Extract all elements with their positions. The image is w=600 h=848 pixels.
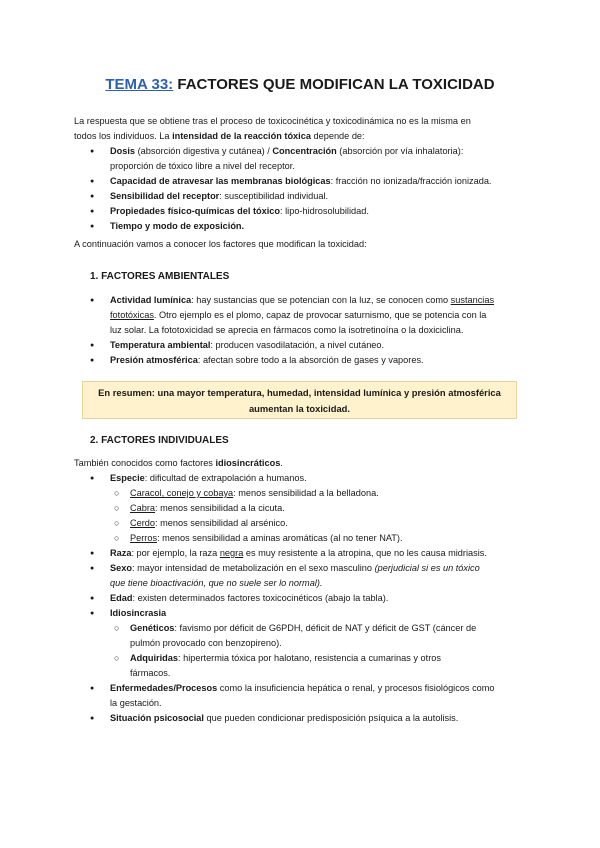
intro-line: todos los individuos. La intensidad de la reacción tóxica depende de: xyxy=(74,131,365,141)
sub-list-item: ○ Genéticos: favismo por déficit de G6PDH, déficit de NAT y déficit de GST (cáncer de pulmón provocado con benzopireno). xyxy=(74,621,534,651)
section-heading-ambientales: 1. FACTORES AMBIENTALES xyxy=(90,271,230,282)
section-heading-individuales: 2. FACTORES INDIVIDUALES xyxy=(90,435,229,446)
intro-paragraph xyxy=(74,114,526,144)
list-item: ● Edad: existen determinados factores toxicocinéticos (abajo la tabla). xyxy=(74,591,534,606)
sub-list-item: ○ Caracol, conejo y cobaya: menos sensibilidad a la belladona. xyxy=(74,486,534,501)
aka-text: También conocidos como factores idiosincráticos. xyxy=(74,458,283,468)
list-item: ● Enfermedades/Procesos como la insuficiencia hepática o renal, y procesos fisiológicos como la gestación. xyxy=(74,681,534,711)
list-item: ● Temperatura ambiental: producen vasodilatación, a nivel cutáneo. xyxy=(74,338,534,353)
page-title xyxy=(0,77,600,92)
ambientales-list xyxy=(74,293,534,368)
list-item: ● Idiosincrasia ○ Genéticos: favismo por déficit de G6PDH, déficit de NAT y déficit de GST (cáncer de pulmón provocado con benzopireno). ○ Adquiridas: hipertermia tóxica por halotano, resistencia a cumarinas y otros fármacos. xyxy=(74,606,534,681)
sub-list-item: ○ Cabra: menos sensibilidad a la cicuta. xyxy=(74,501,534,516)
topic-number: TEMA 33: xyxy=(105,76,174,93)
list-item: ● Especie: dificultad de extrapolación a humanos. ○ Caracol, conejo y cobaya: menos sensibilidad a la belladona. ○ Cabra: menos sensibilidad a la cicuta. ○ Cerdo: menos sensibilidad al arsénico. ○ Perros: menos sensibilidad a aminas aromáticas (al no tener NAT). xyxy=(74,471,534,546)
intro-line: La respuesta que se obtiene tras el proceso de toxicocinética y toxicodinámica no es la misma en xyxy=(74,116,471,126)
list-item: ● Dosis (absorción digestiva y cutánea) / Concentración (absorción por vía inhalatoria): proporción de tóxico libre a nivel del receptor. xyxy=(74,144,534,174)
sub-list-item: ○ Adquiridas: hipertermia tóxica por halotano, resistencia a cumarinas y otros fármacos. xyxy=(74,651,534,681)
list-item: ● Presión atmosférica: afectan sobre todo a la absorción de gases y vapores. xyxy=(74,353,534,368)
summary-line: aumentan la toxicidad. xyxy=(248,403,351,414)
title-text: FACTORES QUE MODIFICAN LA TOXICIDAD xyxy=(173,76,495,93)
list-item: ● Situación psicosocial que pueden condicionar predisposición psíquica a la autolisis. xyxy=(74,711,534,726)
list-item: ● Actividad lumínica: hay sustancias que se potencian con la luz, se conocen como sustancias fototóxicas. Otro ejemplo es el plomo, capaz de provocar saturnismo, que se potencia con la luz solar. La fototoxicidad se aprecia en fármacos como la isotretinoína o la doxiciclina. xyxy=(74,293,534,338)
summary-line: En resumen: una mayor temperatura, humedad, intensidad lumínica y presión atmosférica xyxy=(98,387,501,398)
sub-list-item: ○ Perros: menos sensibilidad a aminas aromáticas (al no tener NAT). xyxy=(74,531,534,546)
list-item: ● Capacidad de atravesar las membranas biológicas: fracción no ionizada/fracción ionizada. xyxy=(74,174,534,189)
continuation-text: A continuación vamos a conocer los factores que modifican la toxicidad: xyxy=(74,239,367,249)
sub-list-item: ○ Cerdo: menos sensibilidad al arsénico. xyxy=(74,516,534,531)
individuales-list xyxy=(74,471,534,726)
summary-box xyxy=(82,381,517,419)
list-item: ● Sensibilidad del receptor: susceptibilidad individual. xyxy=(74,189,534,204)
list-item: ● Propiedades físico-químicas del tóxico: lipo-hidrosolubilidad. xyxy=(74,204,534,219)
list-item: ● Sexo: mayor intensidad de metabolización en el sexo masculino (perjudicial si es un tóxico que tiene bioactivación, que no suele ser lo normal). xyxy=(74,561,534,591)
factor-list xyxy=(74,144,534,234)
list-item: ● Tiempo y modo de exposición. xyxy=(74,219,534,234)
list-item: ● Raza: por ejemplo, la raza negra es muy resistente a la atropina, que no les causa midriasis. xyxy=(74,546,534,561)
